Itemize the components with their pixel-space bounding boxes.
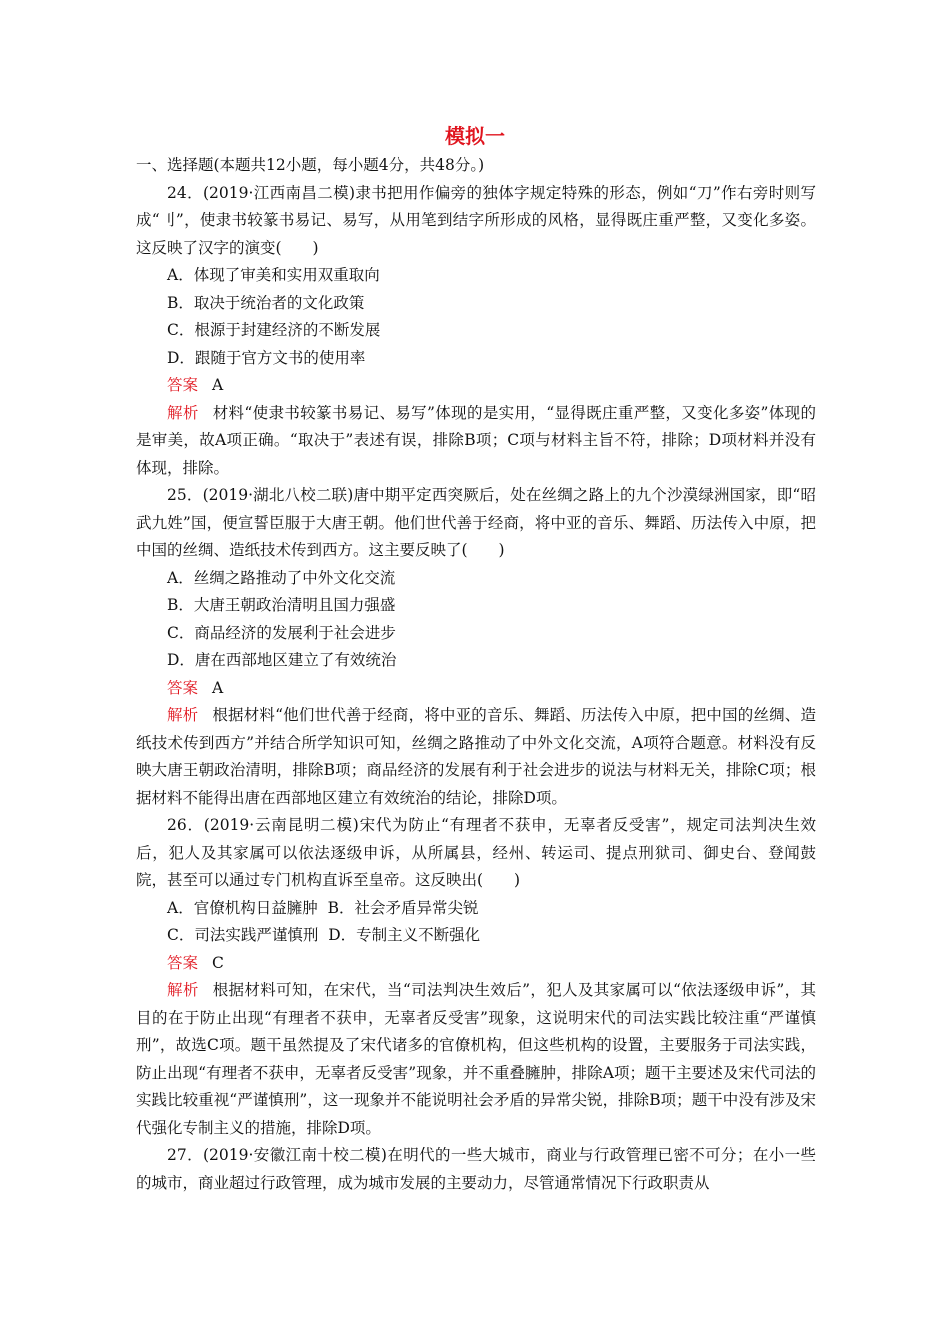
question-option: B．取决于统治者的文化政策 xyxy=(167,293,365,312)
analysis-text: 材料“使隶书较篆书易记、易写”体现的是实用，“显得既庄重严整，又变化多姿”体现的是审美，故A项正确。“取决于”表述有误，排除B项；C项与材料主旨不符，排除；D项材料并没有体现，排除。 xyxy=(136,403,816,477)
answer-label: 答案 xyxy=(167,376,199,394)
analysis-text: 根据材料“他们世代善于经商，将中亚的音乐、舞蹈、历法传入中原，把中国的丝绸、造纸技术传到西方”并结合所学知识可知，丝绸之路推动了中外文化交流，A项符合题意。材料没有反映大唐王朝政治清明，排除B项；商品经济的发展有利于社会进步的说法与材料无关，排除C项；根据材料不能得出唐在西部地区建立有效统治的结论，排除D项。 xyxy=(136,706,816,807)
answer-value: A xyxy=(212,376,224,394)
analysis-label: 解析 xyxy=(167,706,199,724)
answer-line xyxy=(136,950,816,978)
answer-label: 答案 xyxy=(167,678,199,697)
question-stem: 25．(2019·湖北八校二联)唐中期平定西突厥后，处在丝绸之路上的九个沙漠绿洲国家，即“昭武九姓”国，便宣誓臣服于大唐王朝。他们世代善于经商，将中亚的音乐、舞蹈、历法传入中原，把中国的丝绸、造纸技术传到西方。这主要反映了( ) xyxy=(136,486,816,559)
question-stem: 26．(2019·云南昆明二模)宋代为防止“有理者不获申，无辜者反受害”，规定司法判决生效后，犯人及其家属可以依法逐级申诉，从所属县，经州、转运司、提点刑狱司、御史台、登闻鼓院，甚至可以通过专门机构直诉至皇帝。这反映出( ) xyxy=(136,816,816,889)
question-option: B．大唐王朝政治清明且国力强盛 xyxy=(167,596,396,614)
question-option: A．体现了审美和实用双重取向 xyxy=(167,266,380,284)
question-stem: 24．(2019·江西南昌二模)隶书把用作偏旁的独体字规定特殊的形态，例如“刀”作右旁时则写成“刂”，使隶书较篆书易记、易写，从用笔到结字所形成的风格，显得既庄重严整，又变化多姿。这反映了汉字的演变( ) xyxy=(136,183,816,257)
analysis-label: 解析 xyxy=(167,981,199,999)
question-option-row xyxy=(136,895,816,923)
analysis-label: 解析 xyxy=(167,403,199,422)
answer-value: C xyxy=(212,953,224,972)
document-body xyxy=(136,152,816,1197)
question-option: C．商品经济的发展利于社会进步 xyxy=(167,623,396,642)
question-option: B．社会矛盾异常尖锐 xyxy=(327,898,479,917)
question-option: A．丝绸之路推动了中外文化交流 xyxy=(167,568,396,587)
answer-label: 答案 xyxy=(167,953,199,972)
question-option: D．跟随于官方文书的使用率 xyxy=(167,348,366,367)
analysis-paragraph xyxy=(136,977,816,1142)
answer-value: A xyxy=(212,678,224,697)
section-header: 一、选择题(本题共12小题，每小题4分，共48分。) xyxy=(136,156,485,174)
question-stem: 27．(2019·安徽江南十校二模)在明代的一些大城市，商业与行政管理已密不可分；在小一些的城市，商业超过行政管理，成为城市发展的主要动力，尽管通常情况下行政职责从 xyxy=(136,1146,816,1192)
analysis-paragraph xyxy=(136,400,816,483)
question-option: A．官僚机构日益臃肿 xyxy=(167,898,318,917)
question-option-row xyxy=(136,922,816,950)
question-option: D．唐在西部地区建立了有效统治 xyxy=(167,651,397,669)
analysis-text: 根据材料可知，在宋代，当“司法判决生效后”，犯人及其家属可以“依法逐级申诉”，其目的在于防止出现“有理者不获申，无辜者反受害”现象，这说明宋代的司法实践比较注重“严谨慎刑”，故选C项。题干虽然提及了宋代诸多的官僚机构，但这些机构的设置，主要服务于司法实践，防止出现“有理者不获申，无辜者反受害”现象，并不重叠臃肿，排除A项；题干主要述及宋代司法的实践比较重视“严谨慎刑”，这一现象并不能说明社会矛盾的异常尖锐，排除B项；题干中没有涉及宋代强化专制主义的措施，排除D项。 xyxy=(136,981,816,1137)
answer-line xyxy=(136,675,816,703)
analysis-paragraph xyxy=(136,702,816,812)
question-option: C．根源于封建经济的不断发展 xyxy=(167,321,381,339)
question-option: D．专制主义不断强化 xyxy=(328,926,481,944)
answer-line xyxy=(136,372,816,400)
page-title: 模拟一 xyxy=(445,124,505,148)
question-option: C．司法实践严谨慎刑 xyxy=(167,926,319,944)
